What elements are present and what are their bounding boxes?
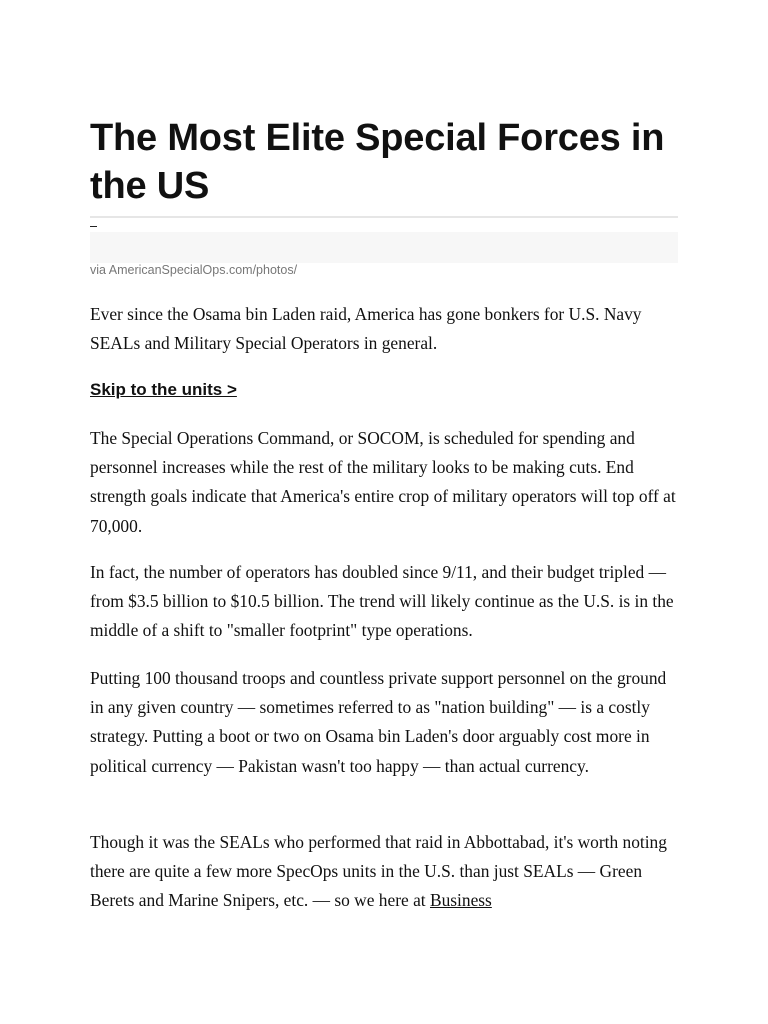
paragraph-4-text: Though it was the SEALs who performed that raid in Abbottabad, it's worth noting there are quite a few more SpecOps units in the U.S. than just SEALs — Green Berets and Marine Snipers, etc. — so we here at [90,832,667,911]
image-marker [90,226,97,227]
paragraph-1: The Special Operations Command, or SOCOM, is scheduled for spending and personnel increases while the rest of the military looks to be making cuts. End strength goals indicate that America's entire crop of military operators will top off at 70,000. [90,428,676,536]
image-caption: via AmericanSpecialOps.com/photos/ [90,263,298,277]
business-insider-link[interactable]: Business [429,890,492,911]
skip-to-units-link[interactable]: Skip to the units > [90,380,237,399]
paragraph-4 [90,828,682,916]
paragraph-3: Putting 100 thousand troops and countless private support personnel on the ground in any given country — sometimes referred to as "nation building" — is a costly strategy. Putting a boot or two on Osama bin Laden's door arguably cost more in political currency — Pakistan wasn't too happy — than actual currency. [90,668,667,776]
intro-paragraph: Ever since the Osama bin Laden raid, America has gone bonkers for U.S. Navy SEALs and Military Special Operators in general. [90,304,642,354]
article-image [90,232,678,263]
paragraph-2: In fact, the number of operators has doubled since 9/11, and their budget tripled — from $3.5 billion to $10.5 billion. The trend will likely continue as the U.S. is in the middle of a shift to "smaller footprint" type operations. [90,562,674,641]
title-divider [90,216,678,218]
article-title: The Most Elite Special Forces in the US [90,117,665,207]
